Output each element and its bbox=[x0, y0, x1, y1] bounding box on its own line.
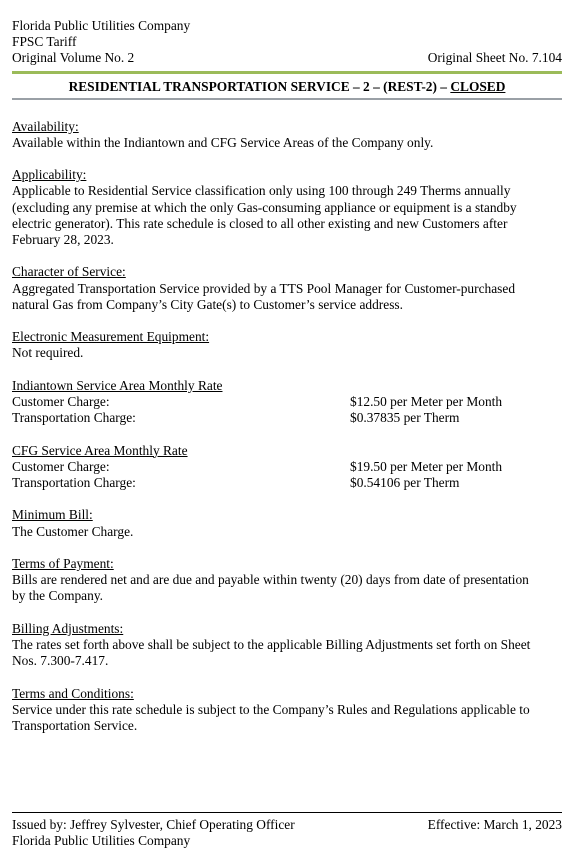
footer-divider bbox=[12, 812, 562, 813]
indiantown-rate-section bbox=[12, 378, 562, 427]
volume-label: Original Volume No. 2 bbox=[12, 50, 135, 66]
document-header bbox=[12, 18, 562, 67]
applicability-section bbox=[12, 167, 562, 248]
section-heading: Availability: bbox=[12, 118, 79, 134]
section-text: Available within the Indiantown and CFG Service Areas of the Company only. bbox=[12, 134, 434, 150]
section-heading: Terms of Payment: bbox=[12, 555, 114, 571]
customer-charge-row bbox=[12, 394, 562, 410]
issued-row bbox=[12, 817, 562, 833]
document-footer bbox=[12, 812, 562, 849]
effective-date: Effective: March 1, 2023 bbox=[427, 817, 562, 832]
header-divider bbox=[12, 71, 562, 74]
footer-company: Florida Public Utilities Company bbox=[12, 833, 191, 849]
section-text-line: Service under this rate schedule is subject to the Company’s Rules and Regulations applicable to bbox=[12, 701, 530, 717]
section-text-line: The rates set forth above shall be subject to the applicable Billing Adjustments set forth on Sheet bbox=[12, 636, 531, 652]
company-name: Florida Public Utilities Company bbox=[12, 18, 191, 33]
rate-label: Transportation Charge: bbox=[12, 410, 136, 426]
volume-sheet-row bbox=[12, 50, 562, 66]
transportation-charge-row bbox=[12, 410, 562, 426]
section-text-line: Aggregated Transportation Service provided by a TTS Pool Manager for Customer-purchased bbox=[12, 280, 516, 296]
section-text: Not required. bbox=[12, 345, 84, 361]
section-text-line: February 28, 2023. bbox=[12, 232, 114, 248]
customer-charge-row bbox=[12, 459, 562, 475]
tariff-sheet bbox=[12, 18, 562, 750]
cfg-rate-section bbox=[12, 443, 562, 492]
section-text-line: (excluding any premise at which the only Gas-consuming appliance or equipment is a standby bbox=[12, 199, 517, 215]
transportation-charge-row bbox=[12, 475, 562, 491]
document-body bbox=[12, 119, 562, 735]
section-text-line: Applicable to Residential Service classification only using 100 through 249 Therms annually bbox=[12, 183, 511, 199]
rate-value: $19.50 per Meter per Month bbox=[350, 458, 503, 474]
section-heading: Applicability: bbox=[12, 167, 87, 183]
billing-adjustments-section bbox=[12, 621, 562, 670]
title-divider bbox=[12, 98, 562, 100]
section-text-line: by the Company. bbox=[12, 588, 103, 604]
rate-value: $12.50 per Meter per Month bbox=[350, 394, 503, 409]
rate-label: Customer Charge: bbox=[12, 458, 110, 474]
payment-section bbox=[12, 556, 562, 605]
issued-by: Issued by: Jeffrey Sylvester, Chief Operating Officer bbox=[12, 817, 295, 832]
availability-section bbox=[12, 119, 562, 151]
section-heading: Character of Service: bbox=[12, 264, 126, 280]
section-heading: CFG Service Area Monthly Rate bbox=[12, 442, 188, 458]
schedule-title bbox=[12, 79, 562, 95]
minimum-bill-section bbox=[12, 507, 562, 539]
rate-value: $0.54106 per Therm bbox=[350, 475, 460, 490]
rate-value: $0.37835 per Therm bbox=[350, 410, 460, 426]
section-heading: Billing Adjustments: bbox=[12, 620, 124, 636]
sheet-number: Original Sheet No. 7.104 bbox=[427, 50, 562, 66]
tariff-label: FPSC Tariff bbox=[12, 34, 77, 50]
section-heading: Terms and Conditions: bbox=[12, 685, 134, 701]
section-text-line: electric generator). This rate schedule is closed to all other existing and new Customers after bbox=[12, 215, 508, 231]
equipment-section bbox=[12, 329, 562, 361]
section-text: The Customer Charge. bbox=[12, 523, 134, 539]
section-heading: Electronic Measurement Equipment: bbox=[12, 329, 210, 345]
character-section bbox=[12, 264, 562, 313]
section-text-line: Transportation Service. bbox=[12, 717, 138, 733]
schedule-title-main: RESIDENTIAL TRANSPORTATION SERVICE – 2 – (REST-2) – bbox=[68, 78, 451, 94]
section-text-line: Bills are rendered net and are due and payable within twenty (20) days from date of presentation bbox=[12, 572, 529, 588]
section-text-line: natural Gas from Company’s City Gate(s) to Customer’s service address. bbox=[12, 296, 403, 312]
rate-label: Customer Charge: bbox=[12, 394, 110, 409]
section-text-line: Nos. 7.300-7.417. bbox=[12, 653, 109, 669]
section-heading: Minimum Bill: bbox=[12, 507, 93, 523]
terms-section bbox=[12, 686, 562, 735]
section-heading: Indiantown Service Area Monthly Rate bbox=[12, 377, 223, 393]
closed-label: CLOSED bbox=[450, 78, 506, 94]
rate-label: Transportation Charge: bbox=[12, 475, 136, 490]
